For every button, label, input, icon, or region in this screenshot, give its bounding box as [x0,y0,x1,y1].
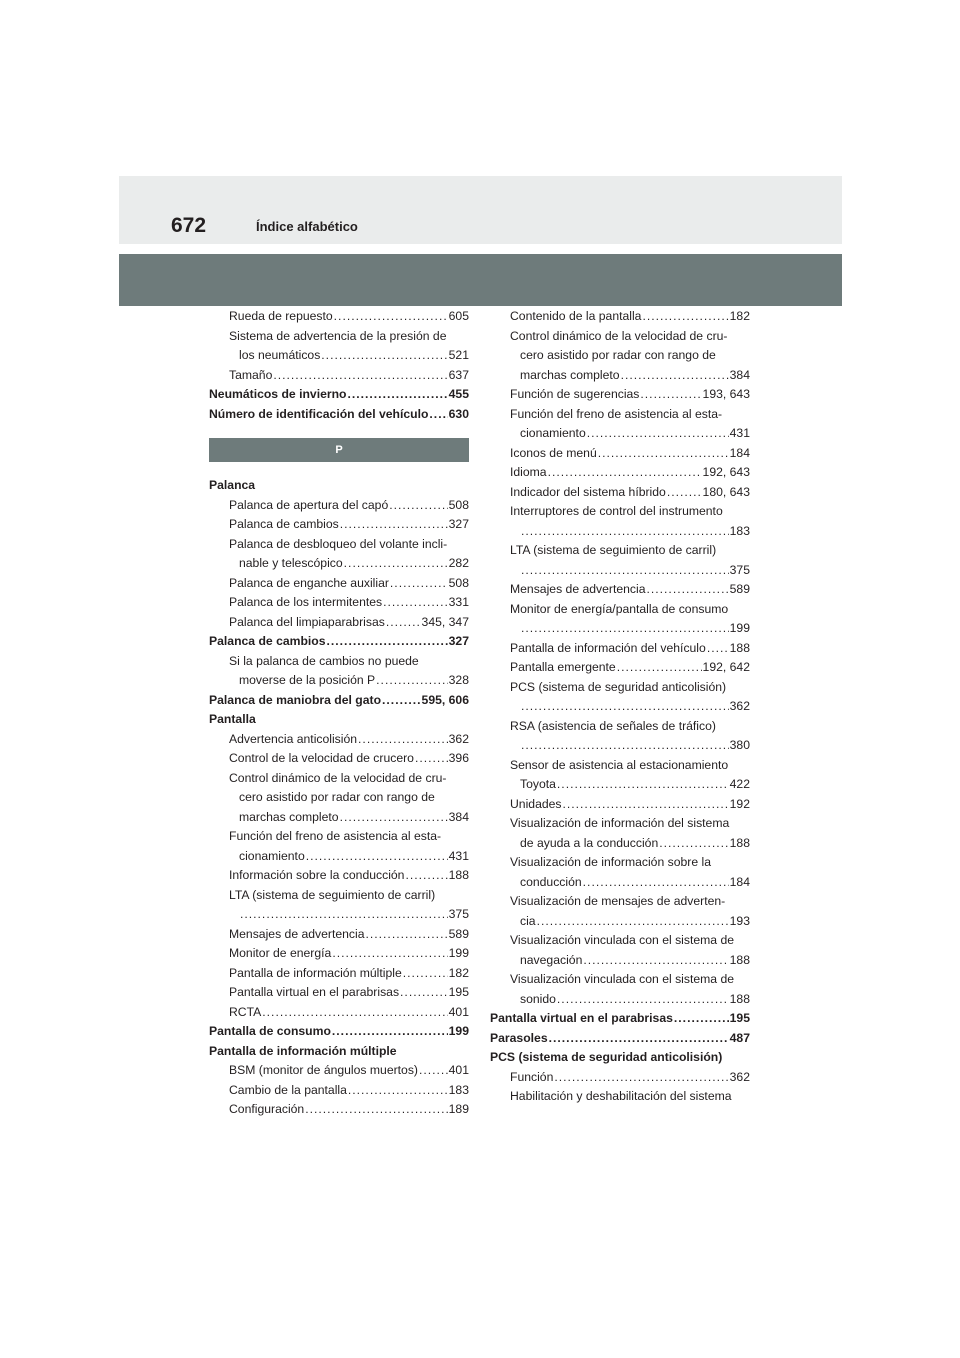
index-entry [490,483,750,503]
entry-page-ref: 384 [448,809,469,824]
dot-leader [563,795,729,815]
entry-term: Visualización de mensajes de adverten- [510,894,726,908]
entry-term: Unidades [510,796,562,811]
index-entry [490,522,750,542]
dot-leader [521,619,729,639]
dot-leader [415,749,448,769]
entry-term: Visualización de información del sistema [510,816,730,830]
entry-page-ref: 422 [729,777,750,791]
dot-leader [383,593,448,613]
index-entry [490,1068,750,1088]
index-entry [490,561,750,581]
entry-page-ref: 396 [448,751,469,765]
index-entry [209,1042,469,1062]
entry-term: Monitor de energía/pantalla de consumo [510,601,729,616]
entry-page-ref: 345, 347 [421,614,469,629]
entry-page-ref: 184 [729,874,750,889]
entry-term: Indicador del sistema híbrido [510,484,666,499]
entry-page-ref: 362 [448,731,469,746]
entry-page-ref: 331 [448,595,469,609]
entry-term: RSA (asistencia de señales de tráfico) [510,718,716,733]
index-entry [490,541,750,561]
entry-term: Información sobre la conducción [229,868,405,882]
entry-page-ref: 188 [729,640,750,655]
index-entry [209,346,469,366]
entry-term: Pantalla emergente [510,660,616,674]
entry-term: cero asistido por radar con rango de [520,348,716,362]
dot-leader [390,574,448,594]
dot-leader [587,424,729,444]
dot-leader [583,873,729,893]
dot-leader [621,366,729,386]
index-entry [490,736,750,756]
index-entry [490,1029,750,1049]
entry-term: Palanca de apertura del capó [229,497,389,512]
index-column-right [490,307,750,1107]
index-entry [209,496,469,516]
entry-page-ref: 199 [448,1024,469,1038]
entry-term: Visualización vinculada con el sistema de [510,972,735,986]
entry-term: Mensajes de advertencia [229,926,365,941]
entry-term: Pantalla virtual en el parabrisas [229,985,400,999]
index-entry [490,775,750,795]
index-entry [490,853,750,873]
entry-term: de ayuda a la conducción [520,835,659,850]
decorative-grey-bar [119,254,842,306]
index-entry [490,1048,750,1068]
header-band [119,176,842,244]
entry-page-ref: 605 [448,309,469,323]
index-entry [490,912,750,932]
index-entry [490,951,750,971]
entries-after-letter [209,476,469,1120]
dot-leader [386,613,421,633]
dot-leader [332,1022,448,1042]
entry-page-ref: 508 [448,575,469,590]
entry-term: Toyota [520,777,556,791]
entry-term: Sensor de asistencia al estacionamiento [510,757,729,772]
entry-page-ref: 401 [448,1063,469,1077]
dot-leader [305,1100,447,1120]
entry-page-ref: 375 [729,562,750,577]
dot-leader [403,964,448,984]
index-entry [209,944,469,964]
entry-page-ref: 183 [448,1082,469,1097]
entry-term: Palanca de los intermitentes [229,595,383,609]
dot-leader [348,1081,448,1101]
entry-term: Control dinámico de la velocidad de cru- [510,328,728,343]
index-entry [209,788,469,808]
entry-term: Palanca de cambios [209,634,326,648]
dot-leader [707,639,729,659]
entry-term: Palanca [209,478,256,492]
entry-term: Mensajes de advertencia [510,582,646,596]
index-entry [209,613,469,633]
entry-term: PCS (sistema de seguridad anticolisión) [490,1050,723,1064]
entry-term: Función del freno de asistencia al esta- [510,406,723,421]
entry-page-ref: 589 [729,582,750,596]
entry-term: Pantalla virtual en el parabrisas [490,1011,673,1025]
section-title: Índice alfabético [256,219,358,234]
index-entry [209,327,469,347]
index-entry [490,990,750,1010]
index-entry [209,593,469,613]
entry-page-ref: 188 [729,952,750,967]
dot-leader [366,925,448,945]
index-entry [490,1009,750,1029]
entry-page-ref: 199 [448,946,469,960]
dot-leader [273,366,447,386]
entry-page-ref: 327 [448,517,469,531]
entry-page-ref: 183 [729,523,750,538]
entry-page-ref: 282 [448,556,469,570]
entry-page-ref: 630 [448,406,469,421]
entry-term: RCTA [229,1004,262,1019]
entry-term: Rueda de repuesto [229,309,333,323]
index-entry [209,905,469,925]
entry-page-ref: 508 [448,497,469,512]
index-entry [490,756,750,776]
dot-leader [376,671,447,691]
entry-term: LTA (sistema de seguimiento de carril) [229,887,436,902]
index-entry [209,574,469,594]
entry-page-ref: 195 [729,1011,750,1025]
index-entry [209,886,469,906]
entry-term: Visualización de información sobre la [510,855,711,869]
entry-term: Contenido de la pantalla [510,309,642,323]
entry-term: Idioma [510,465,547,479]
dot-leader [674,1009,729,1029]
index-entry [490,619,750,639]
index-entry [209,652,469,672]
dot-leader [405,866,447,886]
dot-leader [640,385,701,405]
index-entry [209,671,469,691]
dot-leader [548,463,702,483]
dot-leader [240,905,448,925]
index-entry [209,769,469,789]
index-entry [209,1022,469,1042]
entry-term: conducción [520,874,582,889]
entry-term: Palanca de enganche auxiliar [229,575,389,590]
entry-term: Palanca de desbloqueo del volante incli- [229,536,448,551]
index-entry [209,808,469,828]
entry-page-ref: 192, 642 [702,660,750,674]
index-entry [490,327,750,347]
index-entry [490,405,750,425]
entry-page-ref: 188 [448,868,469,882]
dot-leader [340,515,448,535]
dot-leader [521,522,729,542]
dot-leader [306,847,448,867]
index-entry [209,730,469,750]
entry-term: Pantalla de información múltiple [209,1043,397,1058]
entry-term: Si la palanca de cambios no puede [229,653,419,668]
index-entry [209,1061,469,1081]
entry-term: Pantalla de consumo [209,1024,331,1038]
entry-term: Pantalla de información múltiple [229,965,402,980]
entry-term: Función del freno de asistencia al esta- [229,829,442,843]
index-entry [209,515,469,535]
entry-page-ref: 192 [729,796,750,811]
entry-page-ref: 184 [729,445,750,460]
entry-page-ref: 455 [448,387,469,401]
index-entry [209,1100,469,1120]
index-entry [490,795,750,815]
entry-page-ref: 199 [729,621,750,635]
entry-term: Función de sugerencias [510,387,640,401]
index-entry [490,424,750,444]
dot-leader [262,1003,447,1023]
entry-term: PCS (sistema de seguridad anticolisión) [510,679,727,694]
index-entry [490,600,750,620]
index-entry [490,580,750,600]
index-entry [490,658,750,678]
entry-page-ref: 188 [729,835,750,850]
index-entry [209,749,469,769]
index-entry [209,476,469,496]
dot-leader [554,1068,728,1088]
entry-term: moverse de la posición P [239,673,376,687]
index-entry [209,385,469,405]
index-entry [209,710,469,730]
page-number: 672 [171,214,207,237]
entry-page-ref: 195 [448,985,469,999]
index-entry [490,717,750,737]
entry-term: Control dinámico de la velocidad de cru- [229,770,447,785]
index-entry [490,697,750,717]
dot-leader [340,808,448,828]
index-entry [209,554,469,574]
dot-leader [647,580,729,600]
dot-leader [400,983,448,1003]
dot-leader [598,444,729,464]
dot-leader [521,697,729,717]
entry-term: Parasoles [490,1030,548,1045]
dot-leader [557,990,729,1010]
entry-term: Monitor de energía [229,946,332,960]
entry-page-ref: 328 [448,673,469,687]
entry-page-ref: 192, 643 [702,465,750,479]
entry-term: Advertencia anticolisión [229,731,358,746]
index-entry [209,307,469,327]
entry-term: Sistema de advertencia de la presión de [229,328,447,343]
dot-leader [358,730,448,750]
entry-term: Interruptores de control del instrumento [510,504,723,518]
index-entry [490,873,750,893]
entry-page-ref: 362 [729,1069,750,1084]
entry-term: Iconos de menú [510,445,597,460]
index-entry [209,366,469,386]
index-entry [490,834,750,854]
entry-term: Control de la velocidad de crucero [229,751,414,765]
dot-leader [617,658,702,678]
entries-right [490,307,750,1107]
dot-leader [389,496,447,516]
entry-page-ref: 182 [729,309,750,323]
entry-page-ref: 521 [448,348,469,362]
entry-page-ref: 380 [729,738,750,752]
index-column-left [209,307,469,1120]
entry-term: Número de identificación del vehículo [209,406,429,421]
entry-term: Visualización vinculada con el sistema de [510,933,735,947]
entry-page-ref: 487 [729,1030,750,1045]
entry-term: BSM (monitor de ángulos muertos) [229,1063,418,1077]
entry-page-ref: 189 [448,1102,469,1116]
index-entry [209,535,469,555]
entry-term: Palanca del limpiaparabrisas [229,614,385,629]
index-entry [490,463,750,483]
index-entry [209,847,469,867]
letter-header-p: P [209,438,469,462]
dot-leader [327,632,448,652]
index-entry [490,892,750,912]
index-entry [490,814,750,834]
entry-term: cionamiento [239,848,305,863]
dot-leader [557,775,729,795]
entry-page-ref: 384 [729,367,750,382]
entry-page-ref: 589 [448,926,469,941]
entry-term: marchas completo [239,809,339,824]
entry-term: marchas completo [520,367,620,382]
dot-leader [549,1029,729,1049]
dot-leader [347,385,447,405]
entry-term: Pantalla de información del vehículo [510,640,706,655]
dot-leader [429,405,447,425]
index-entry [490,931,750,951]
index-entry [209,632,469,652]
entry-page-ref: 180, 643 [702,484,750,499]
dot-leader [321,346,447,366]
dot-leader [667,483,702,503]
entry-term: Palanca de cambios [229,517,339,531]
index-entry [209,1003,469,1023]
index-entry [209,866,469,886]
entries-before-letter [209,307,469,424]
entry-term: Pantalla [209,712,256,726]
index-entry [490,1087,750,1107]
entry-page-ref: 193, 643 [702,387,750,401]
index-entry [209,691,469,711]
entry-term: sonido [520,991,556,1006]
dot-leader [344,554,448,574]
entry-term: cia [520,913,536,928]
entry-page-ref: 595, 606 [421,692,469,707]
dot-leader [583,951,728,971]
dot-leader [332,944,447,964]
entry-term: Cambio de la pantalla [229,1082,347,1097]
index-entry [490,385,750,405]
dot-leader [521,561,729,581]
entry-term: cionamiento [520,426,586,440]
entry-page-ref: 362 [729,699,750,713]
dot-leader [334,307,448,327]
entry-page-ref: 327 [448,634,469,648]
entry-page-ref: 431 [448,848,469,863]
index-entry [490,346,750,366]
index-entry [490,366,750,386]
dot-leader [642,307,728,327]
entry-page-ref: 182 [448,965,469,980]
index-entry [490,970,750,990]
index-entry [209,405,469,425]
entry-page-ref: 431 [729,426,750,440]
entry-term: Palanca de maniobra del gato [209,692,382,707]
entry-page-ref: 193 [729,913,750,928]
index-entry [490,444,750,464]
entry-term: Configuración [229,1102,305,1116]
index-entry [490,307,750,327]
entry-term: nable y telescópico [239,556,343,570]
entry-term: Habilitación y deshabilitación del sistema [510,1089,732,1103]
index-entry [209,1081,469,1101]
index-entry [490,502,750,522]
index-entry [209,925,469,945]
entry-term: navegación [520,952,583,967]
dot-leader [382,691,421,711]
dot-leader [659,834,728,854]
entry-page-ref: 401 [448,1004,469,1019]
entry-page-ref: 637 [448,367,469,382]
entry-page-ref: 188 [729,991,750,1006]
dot-leader [537,912,729,932]
index-entry [490,678,750,698]
index-entry [209,827,469,847]
entry-term: Neumáticos de invierno [209,387,347,401]
entry-page-ref: 375 [448,907,469,921]
entry-term: Función [510,1069,554,1084]
index-entry [209,964,469,984]
dot-leader [419,1061,448,1081]
entry-term: los neumáticos [239,348,321,362]
entry-term: cero asistido por radar con rango de [239,790,435,804]
index-entry [490,639,750,659]
entry-term: LTA (sistema de seguimiento de carril) [510,543,717,557]
index-entry [209,983,469,1003]
entry-term: Tamaño [229,367,273,382]
dot-leader [521,736,729,756]
